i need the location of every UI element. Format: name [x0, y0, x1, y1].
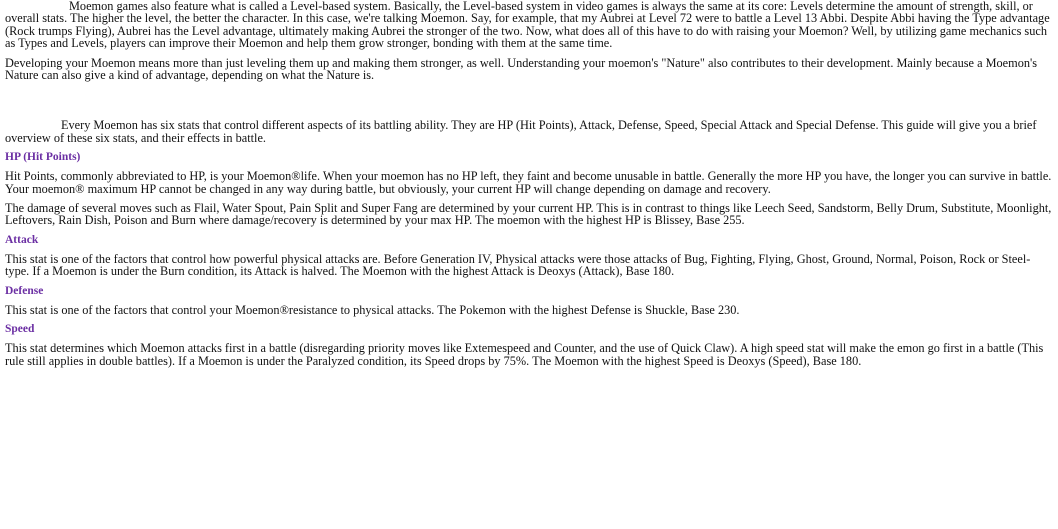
stats-intro-paragraph: Every Moemon has six stats that control different aspects of its battling ability. They are HP (Hit Points), Attack, Defense, Speed, Special Attack and Special Defense. This guide will give you a brief overview of these six stats, and their effects in battle. [5, 118, 1037, 145]
intro-paragraph-levels: Moemon games also feature what is called a Level-based system. Basically, the Level-based system in video games is always the same at its core: Levels determine the amount of strength, skill, or overall stats. The higher the level, the better the character. In this case, we're talking Moemon. Say, for example, that my Aubrei at Level 72 were to battle a Level 13 Abbi. Despite Abbi having the Type advantage (Rock trumps Flying), Aubrei has the Level advantage, ultimately making Aubrei the stronger of the two. Now, what does all of this have to do with raising your Moemon? Well, by utilizing game mechanics such as Types and Levels, players can improve their Moemon and help them grow stronger, bonding with them at the same time. [5, 0, 1050, 51]
attack-heading: Attack [5, 233, 39, 246]
attack-paragraph: This stat is one of the factors that control how powerful physical attacks are. Before Generation IV, Physical attacks were those attacks of Bug, Fighting, Flying, Ghost, Ground, Normal, Poison, Rock or Steel-type. If a Moemon is under the Burn condition, its Attack is halved. The Moemon with the highest Attack is Deoxys (Attack), Base 180. [5, 251, 1031, 279]
defense-heading: Defense [5, 284, 44, 297]
hp-heading: HP (Hit Points) [5, 151, 81, 164]
hp-paragraph-2: The damage of several moves such as Flail, Water Spout, Pain Split and Super Fang are determined by your current HP. This is in contrast to things like Leech Seed, Sandstorm, Belly Drum, Substitute, Moonlight, Leftovers, Rain Dish, Poison and Burn where damage/recovery is determined by your max HP. The moemon with the highest HP is Blissey, Base 255. [5, 201, 1052, 228]
intro-paragraph-nature: Developing your Moemon means more than just leveling them up and making them stronger, as well. Understanding your moemon's "Nature" also contributes to their development. Mainly because a Moemon's Nature can also give a kind of advantage, depending on what the Nature is. [5, 55, 1038, 83]
speed-paragraph: This stat determines which Moemon attacks first in a battle (disregarding priority moves like Extemespeed and Counter, and the use of Quick Claw). A high speed stat will make the emon go first in a battle (This rule still applies in double battles). If a Moemon is under the Paralyzed condition, its Speed drops by 75%. The Moemon with the highest Speed is Deoxys (Speed), Base 180. [5, 341, 1044, 368]
hp-paragraph-1: Hit Points, commonly abbreviated to HP, is your Moemon®life. When your moemon has no HP left, they faint and become unusable in battle. Generally the more HP you have, the longer you can survive in battle. Your moemon® maximum HP cannot be changed in any way during battle, but obviously, your current HP will change depending on damage and recovery. [5, 169, 1052, 196]
defense-paragraph: This stat is one of the factors that control your Moemon®resistance to physical attacks. The Pokemon with the highest Defense is Shuckle, Base 230. [5, 302, 740, 317]
section-spacer [5, 88, 1054, 119]
speed-heading: Speed [5, 323, 35, 336]
